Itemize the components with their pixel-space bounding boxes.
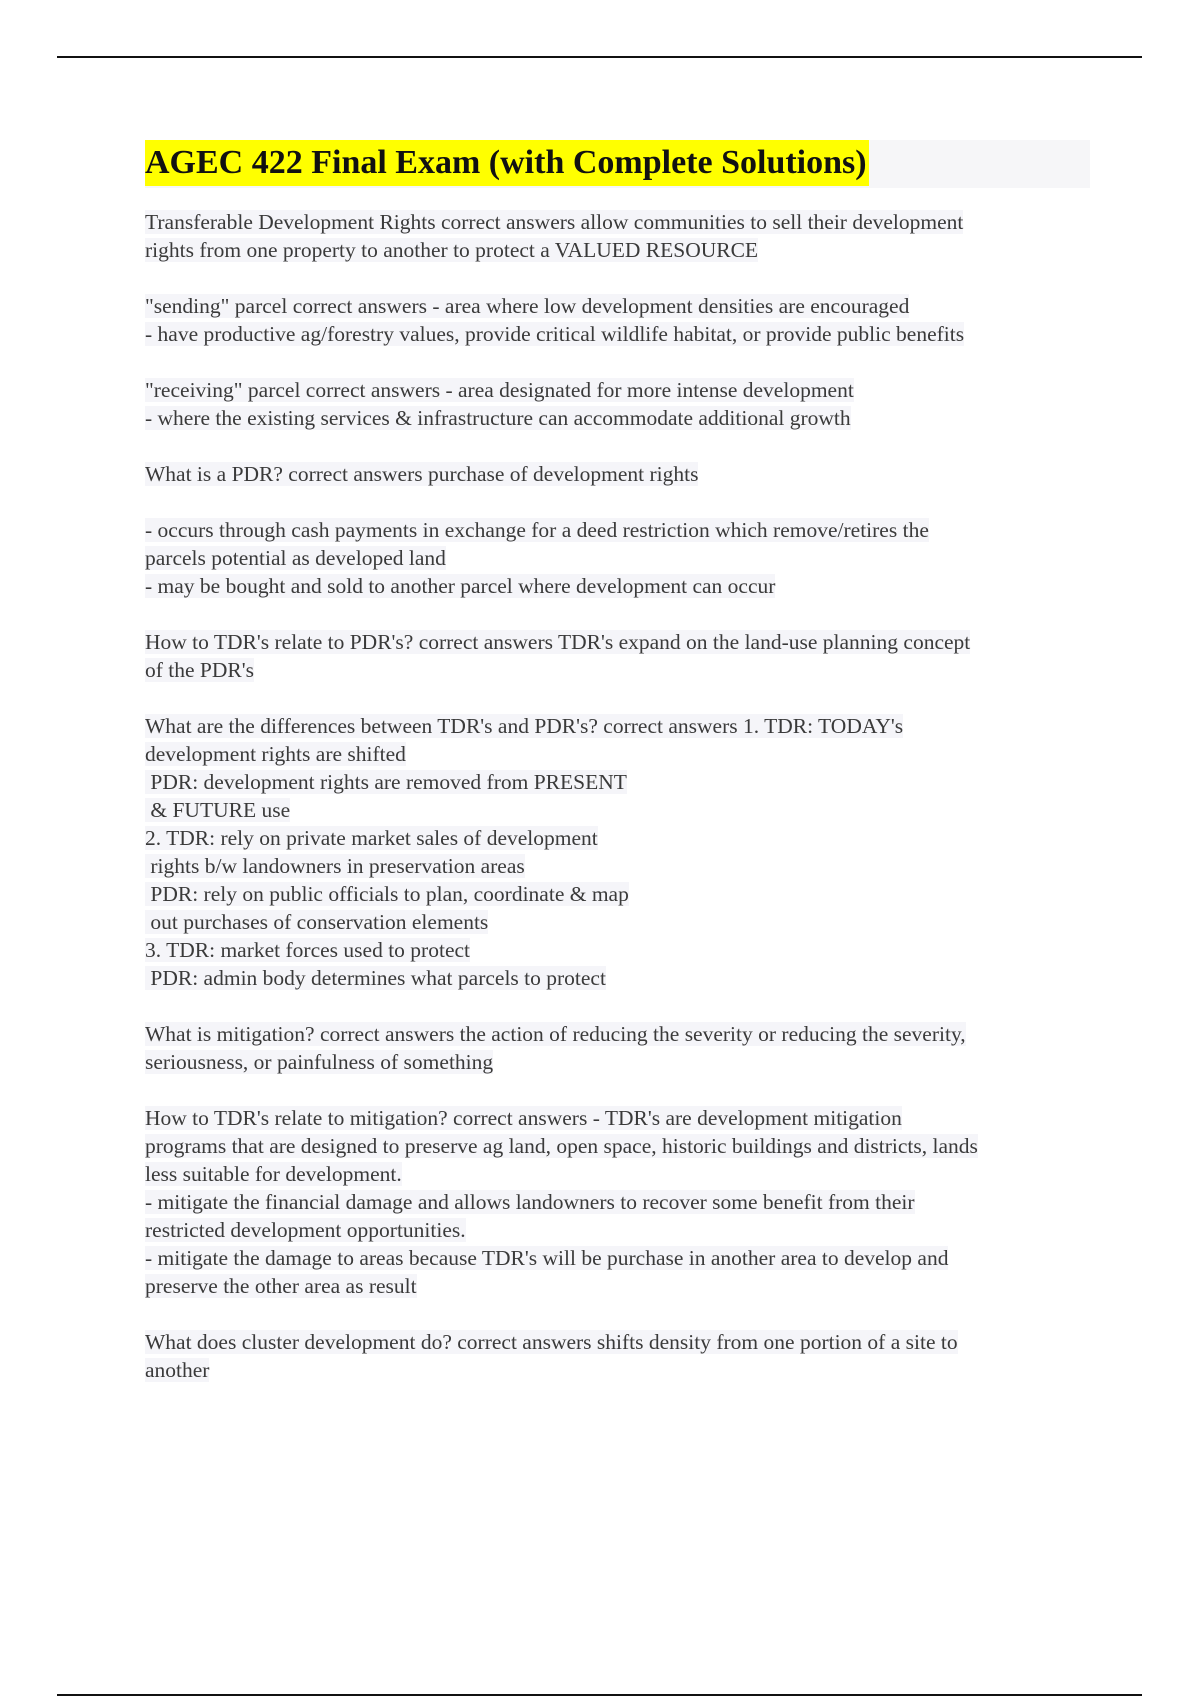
qa-line-text: What are the differences between TDR's and PDR's? correct answers 1. TDR: TODAY's	[145, 714, 904, 738]
qa-line	[145, 404, 1090, 432]
qa-line-text: How to TDR's relate to PDR's? correct answers TDR's expand on the land-use planning concept	[145, 630, 971, 654]
qa-line	[145, 320, 1090, 348]
qa-line-text: 2. TDR: rely on private market sales of development	[145, 826, 598, 850]
document-title: AGEC 422 Final Exam (with Complete Solutions)	[145, 140, 869, 186]
qa-line	[145, 880, 1090, 908]
top-rule	[57, 56, 1142, 58]
qa-line-text: "sending" parcel correct answers - area where low development densities are encouraged	[145, 294, 910, 318]
qa-line	[145, 1328, 1090, 1356]
qa-line	[145, 1104, 1090, 1132]
qa-line-text: seriousness, or painfulness of something	[145, 1050, 494, 1074]
qa-entry	[145, 1020, 1090, 1076]
qa-line	[145, 460, 1090, 488]
qa-line	[145, 656, 1090, 684]
qa-line-text: of the PDR's	[145, 658, 254, 682]
qa-entry	[145, 376, 1090, 432]
qa-line-text: What is a PDR? correct answers purchase of development rights	[145, 462, 699, 486]
qa-line-text: development rights are shifted	[145, 742, 406, 766]
qa-line	[145, 292, 1090, 320]
qa-line-text: What is mitigation? correct answers the action of reducing the severity or reducing the severity,	[145, 1022, 966, 1046]
qa-line-text: programs that are designed to preserve ag land, open space, historic buildings and districts, lands	[145, 1134, 978, 1158]
qa-line-text: Transferable Development Rights correct answers allow communities to sell their development	[145, 210, 964, 234]
qa-line	[145, 936, 1090, 964]
qa-line-text: - have productive ag/forestry values, provide critical wildlife habitat, or provide public benefits	[145, 322, 965, 346]
qa-line	[145, 1048, 1090, 1076]
qa-line	[145, 964, 1090, 992]
qa-line	[145, 740, 1090, 768]
qa-line	[145, 1356, 1090, 1384]
qa-line-text: restricted development opportunities.	[145, 1218, 466, 1242]
qa-line-text: - mitigate the damage to areas because TDR's will be purchase in another area to develop and	[145, 1246, 949, 1270]
qa-line	[145, 572, 1090, 600]
qa-line-text: another	[145, 1358, 210, 1382]
qa-line-text: out purchases of conservation elements	[145, 910, 489, 934]
qa-line	[145, 824, 1090, 852]
qa-line	[145, 1216, 1090, 1244]
title-row	[145, 140, 1090, 188]
qa-line	[145, 376, 1090, 404]
qa-line-text: rights b/w landowners in preservation areas	[145, 854, 525, 878]
bottom-rule	[57, 1694, 1142, 1696]
qa-line-text: less suitable for development.	[145, 1162, 402, 1186]
qa-line-text: parcels potential as developed land	[145, 546, 446, 570]
qa-line-text: PDR: admin body determines what parcels to protect	[145, 966, 606, 990]
qa-line	[145, 1272, 1090, 1300]
qa-line	[145, 628, 1090, 656]
qa-list	[145, 208, 1090, 1384]
qa-line-text: - may be bought and sold to another parcel where development can occur	[145, 574, 776, 598]
qa-line-text: What does cluster development do? correct answers shifts density from one portion of a site to	[145, 1330, 958, 1354]
document-body	[145, 140, 1090, 1412]
qa-line	[145, 516, 1090, 544]
qa-line	[145, 1188, 1090, 1216]
qa-line	[145, 712, 1090, 740]
qa-line-text: PDR: development rights are removed from PRESENT	[145, 770, 627, 794]
qa-entry	[145, 712, 1090, 992]
qa-line	[145, 544, 1090, 572]
qa-entry	[145, 1104, 1090, 1300]
qa-line-text: 3. TDR: market forces used to protect	[145, 938, 470, 962]
qa-line	[145, 768, 1090, 796]
qa-line	[145, 208, 1090, 236]
qa-line-text: - where the existing services & infrastructure can accommodate additional growth	[145, 406, 851, 430]
qa-line-text: preserve the other area as result	[145, 1274, 417, 1298]
qa-line	[145, 852, 1090, 880]
qa-line-text: - occurs through cash payments in exchange for a deed restriction which remove/retires the	[145, 518, 929, 542]
qa-line-text: PDR: rely on public officials to plan, coordinate & map	[145, 882, 629, 906]
qa-entry	[145, 1328, 1090, 1384]
qa-line	[145, 1132, 1090, 1160]
qa-line	[145, 796, 1090, 824]
qa-line	[145, 1244, 1090, 1272]
qa-line-text: "receiving" parcel correct answers - area designated for more intense development	[145, 378, 854, 402]
qa-line	[145, 1020, 1090, 1048]
qa-entry	[145, 292, 1090, 348]
qa-entry	[145, 628, 1090, 684]
qa-line-text: How to TDR's relate to mitigation? correct answers - TDR's are development mitigation	[145, 1106, 902, 1130]
qa-entry	[145, 208, 1090, 264]
qa-line	[145, 908, 1090, 936]
qa-line	[145, 236, 1090, 264]
qa-line-text: rights from one property to another to protect a VALUED RESOURCE	[145, 238, 759, 262]
qa-entry	[145, 460, 1090, 488]
qa-entry	[145, 516, 1090, 600]
qa-line	[145, 1160, 1090, 1188]
qa-line-text: - mitigate the financial damage and allows landowners to recover some benefit from their	[145, 1190, 915, 1214]
qa-line-text: & FUTURE use	[145, 798, 291, 822]
